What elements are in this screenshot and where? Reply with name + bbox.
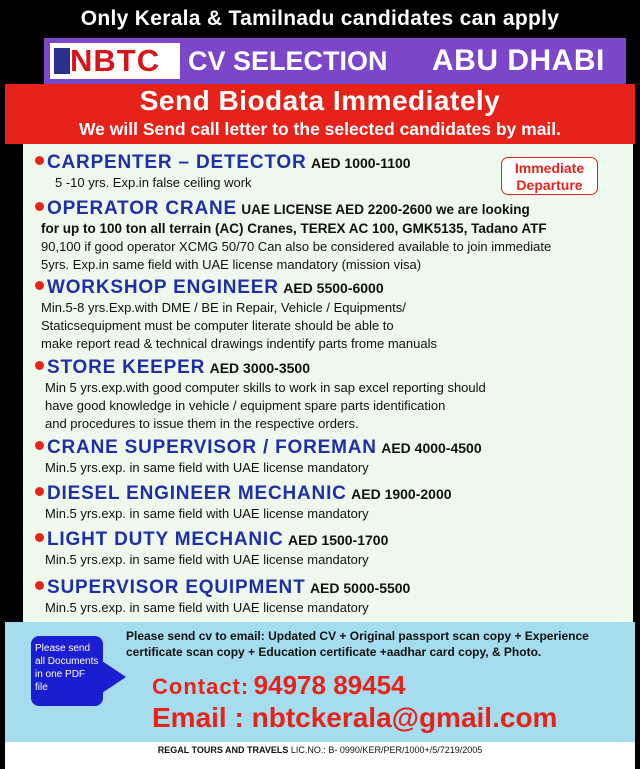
badge-line2: Departure <box>516 177 583 193</box>
contact-line <box>152 670 406 701</box>
cv-selection-label: CV SELECTION <box>188 46 388 76</box>
bullet-icon <box>35 533 44 542</box>
job-light-duty-mechanic <box>35 529 388 569</box>
bullet-icon <box>35 281 44 290</box>
company-name: REGAL TOURS AND TRAVELS <box>157 745 289 755</box>
job-desc-line: make report read & technical drawings indentify parts frome manuals <box>41 336 437 351</box>
job-desc-line: 90,100 if good operator XCMG 50/70 Can also be considered available to join immediate <box>41 239 552 254</box>
job-salary: AED 4000-4500 <box>381 440 482 456</box>
bullet-icon <box>35 487 44 496</box>
immediate-departure-badge <box>501 157 598 195</box>
footer <box>5 742 635 769</box>
logo-mark-icon <box>54 48 70 74</box>
job-carpenter <box>35 152 411 192</box>
job-desc-line: 5 -10 yrs. Exp.in false ceiling work <box>55 175 252 190</box>
job-title: DIESEL ENGINEER MECHANIC <box>47 483 347 504</box>
job-desc-line: for up to 100 ton all terrain (AC) Cranes, TEREX AC 100, GMK5135, Tadano ATF <box>41 221 547 236</box>
job-store-keeper <box>35 357 486 433</box>
job-diesel-engineer <box>35 483 452 523</box>
send-biodata-headline: Send Biodata Immediately <box>139 85 501 116</box>
pdf-note-callout: Please send all Documents in one PDF file <box>31 636 103 706</box>
job-title: LIGHT DUTY MECHANIC <box>47 529 284 550</box>
job-title: CRANE SUPERVISOR / FOREMAN <box>47 437 377 458</box>
logo-text: NBTC <box>70 43 161 78</box>
job-workshop-engineer <box>35 277 437 353</box>
job-desc-line: Min 5 yrs.exp.with good computer skills to work in sap excel reporting should <box>45 380 486 395</box>
job-title: WORKSHOP ENGINEER <box>47 277 279 298</box>
bullet-icon <box>35 202 44 211</box>
job-desc-line: and procedures to issue them in the respective orders. <box>45 416 359 431</box>
job-title: SUPERVISOR EQUIPMENT <box>47 577 306 598</box>
job-desc-line: Min.5-8 yrs.Exp.with DME / BE in Repair, Vehicle / Equipments/ <box>41 300 406 315</box>
call-letter-note: We will Send call letter to the selected candidates by mail. <box>78 119 562 139</box>
job-desc-line: have good knowledge in vehicle / equipment spare parts identification <box>45 398 446 413</box>
bullet-icon <box>35 361 44 370</box>
application-instructions: Please send cv to email: Updated CV + Original passport scan copy + Experience certificate scan copy + Education certificate +aadhar card copy, & Photo. <box>126 629 589 659</box>
license-number: LIC.NO.: B- 0990/KER/PER/1000+/5/7219/2005 <box>290 745 483 755</box>
callout-arrow-icon <box>102 661 126 693</box>
job-salary: AED 3000-3500 <box>209 360 310 376</box>
bullet-icon <box>35 581 44 590</box>
job-title: STORE KEEPER <box>47 357 206 378</box>
job-title: CARPENTER – DETECTOR <box>47 152 307 173</box>
job-crane-supervisor <box>35 437 482 477</box>
contact-email: Email : nbtckerala@gmail.com <box>152 702 558 733</box>
contact-phone: 94978 89454 <box>253 670 406 700</box>
job-salary: UAE LICENSE AED 2200-2600 we are looking <box>241 202 530 217</box>
headline-band <box>5 84 635 144</box>
job-salary: AED 1000-1100 <box>310 155 411 171</box>
city-label: ABU DHABI <box>432 44 605 77</box>
title-banner <box>44 38 626 84</box>
job-desc-line: Staticsequipment must be computer literate should be able to <box>41 318 394 333</box>
eligibility-note: Only Kerala & Tamilnadu candidates can apply <box>80 7 560 30</box>
contact-label: Contact: <box>152 674 250 699</box>
job-title: OPERATOR CRANE <box>47 198 237 219</box>
nbtc-logo <box>50 43 180 79</box>
job-salary: AED 1500-1700 <box>287 532 389 548</box>
job-desc-line: Min.5 yrs.exp. in same field with UAE license mandatory <box>45 552 369 567</box>
bullet-icon <box>35 156 44 165</box>
badge-line1: Immediate <box>514 160 585 176</box>
job-supervisor-equipment <box>35 577 410 617</box>
job-desc-line: Min.5 yrs.exp. in same field with UAE license mandatory <box>45 460 369 475</box>
job-desc-line: Min.5 yrs.exp. in same field with UAE license mandatory <box>45 506 369 521</box>
bullet-icon <box>35 441 44 450</box>
job-operator-crane <box>35 198 551 274</box>
job-desc-line: Min.5 yrs.exp. in same field with UAE license mandatory <box>45 600 369 615</box>
job-desc-line: 5yrs. Exp.in same field with UAE license mandatory (mission visa) <box>41 257 422 272</box>
job-list <box>23 144 633 622</box>
job-salary: AED 1900-2000 <box>351 486 452 502</box>
job-salary: AED 5000-5500 <box>309 580 411 596</box>
job-salary: AED 5500-6000 <box>283 280 384 296</box>
